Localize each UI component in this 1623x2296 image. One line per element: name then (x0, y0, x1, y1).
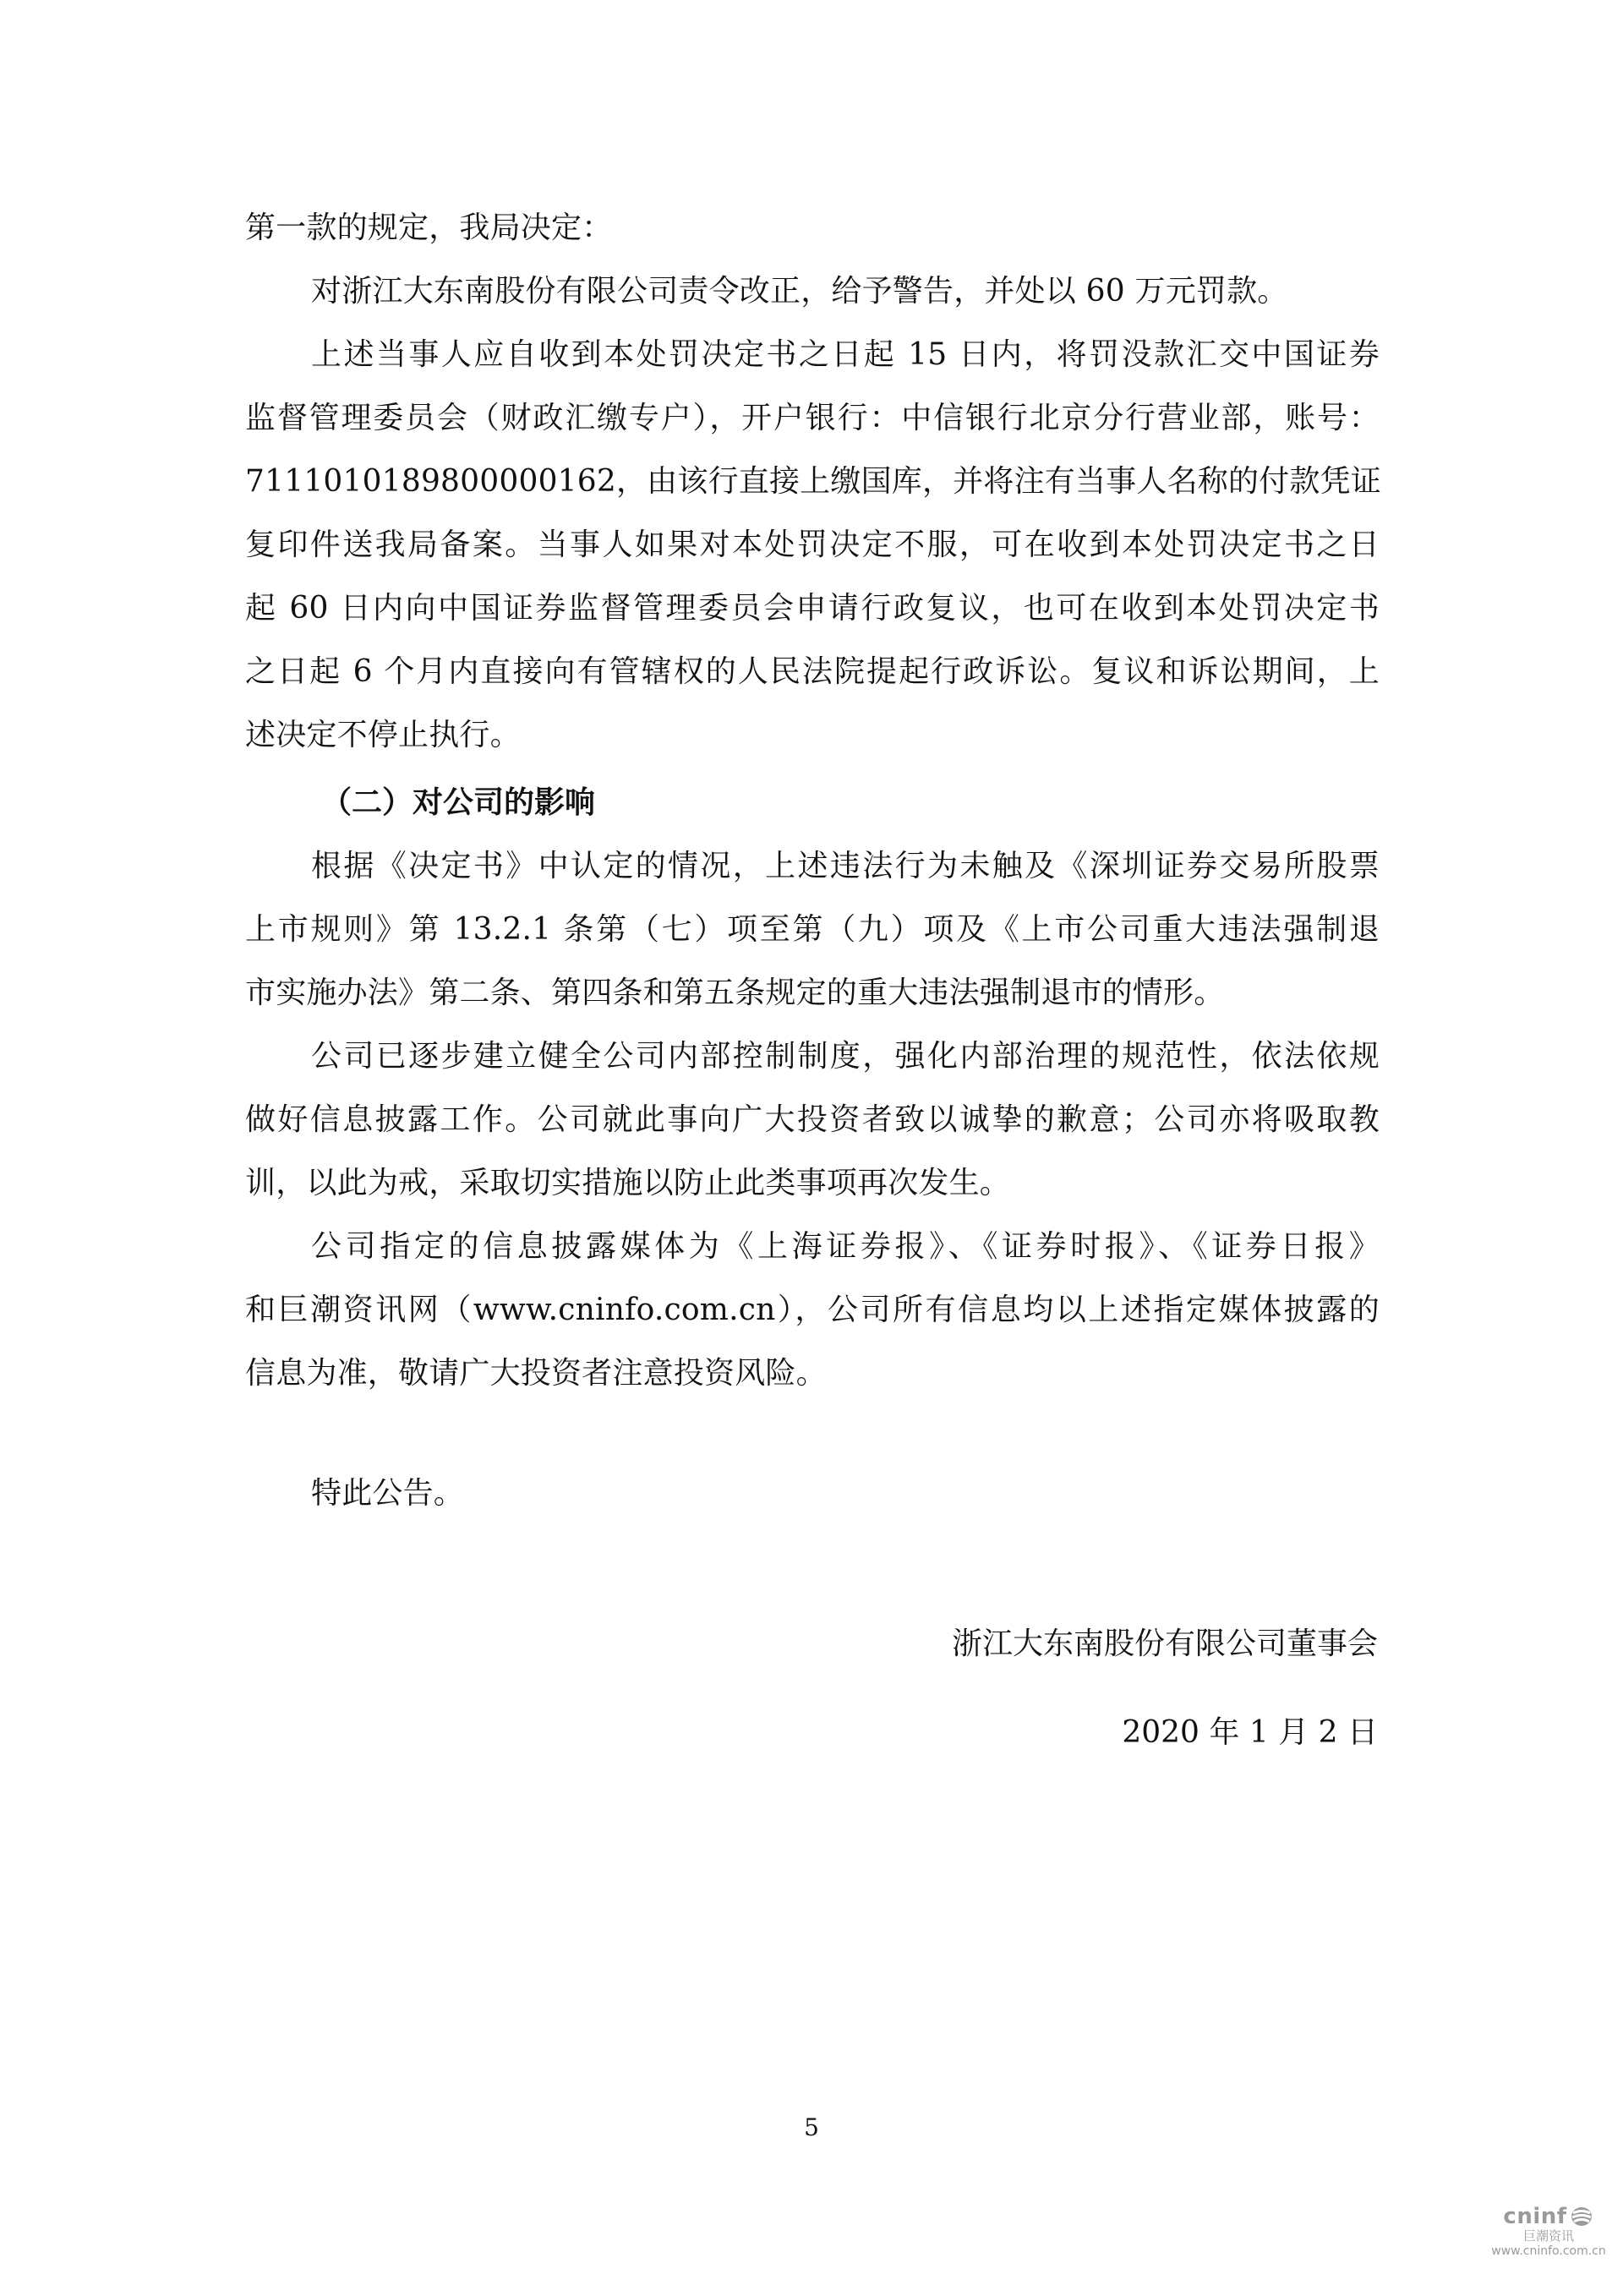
body-line: 7111010189800000162，由该行直接上缴国库，并将注有当事人名称的付款凭证 (245, 464, 1381, 499)
body-line: 信息为准，敬请广大投资者注意投资风险。 (245, 1356, 827, 1391)
body-line: 上述当事人应自收到本处罚决定书之日起 15 日内，将罚没款汇交中国证券 (311, 337, 1380, 372)
signature-company: 浙江大东南股份有限公司董事会 (951, 1626, 1378, 1661)
body-line: 训，以此为戒，采取切实措施以防止此类事项再次发生。 (245, 1166, 1011, 1200)
body-line: 公司指定的信息披露媒体为《上海证券报》、《证券时报》、《证券日报》 (311, 1229, 1380, 1264)
body-line: 第一款的规定，我局决定： (245, 210, 613, 245)
cninfo-logo-icon (1569, 2206, 1594, 2228)
signature-date: 2020 年 1 月 2 日 (1122, 1715, 1378, 1750)
section-heading: （二）对公司的影响 (321, 785, 596, 820)
cninfo-watermark (1481, 2205, 1616, 2272)
body-line: 公司已逐步建立健全公司内部控制制度，强化内部治理的规范性，依法依规 (311, 1039, 1380, 1074)
watermark-url: www.cninfo.com.cn (1491, 2244, 1606, 2258)
watermark-chinese: 巨潮资讯 (1522, 2228, 1574, 2244)
watermark-brand (1481, 2205, 1616, 2228)
body-line: 述决定不停止执行。 (245, 718, 521, 752)
body-line: 起 60 日内向中国证券监督管理委员会申请行政复议，也可在收到本处罚决定书 (245, 591, 1380, 626)
body-line: 和巨潮资讯网（www.cninfo.com.cn），公司所有信息均以上述指定媒体披露的 (245, 1293, 1380, 1327)
body-line: 复印件送我局备案。当事人如果对本处罚决定不服，可在收到本处罚决定书之日 (245, 528, 1380, 562)
closing-text: 特此公告。 (311, 1476, 465, 1511)
body-line: 上市规则》第 13.2.1 条第（七）项至第（九）项及《上市公司重大违法强制退 (245, 912, 1380, 947)
page-number: 5 (804, 2113, 819, 2141)
body-line: 监督管理委员会（财政汇缴专户），开户银行：中信银行北京分行营业部，账号： (245, 401, 1380, 435)
watermark-brand-text: cninf (1503, 2204, 1567, 2229)
body-line: 根据《决定书》中认定的情况，上述违法行为未触及《深圳证券交易所股票 (311, 849, 1380, 883)
body-line: 之日起 6 个月内直接向有管辖权的人民法院提起行政诉讼。复议和诉讼期间，上 (245, 654, 1380, 689)
body-line: 做好信息披露工作。公司就此事向广大投资者致以诚挚的歉意；公司亦将吸取教 (245, 1102, 1380, 1137)
body-line: 市实施办法》第二条、第四条和第五条规定的重大违法强制退市的情形。 (245, 976, 1225, 1010)
body-line: 对浙江大东南股份有限公司责令改正，给予警告，并处以 60 万元罚款。 (311, 274, 1288, 309)
